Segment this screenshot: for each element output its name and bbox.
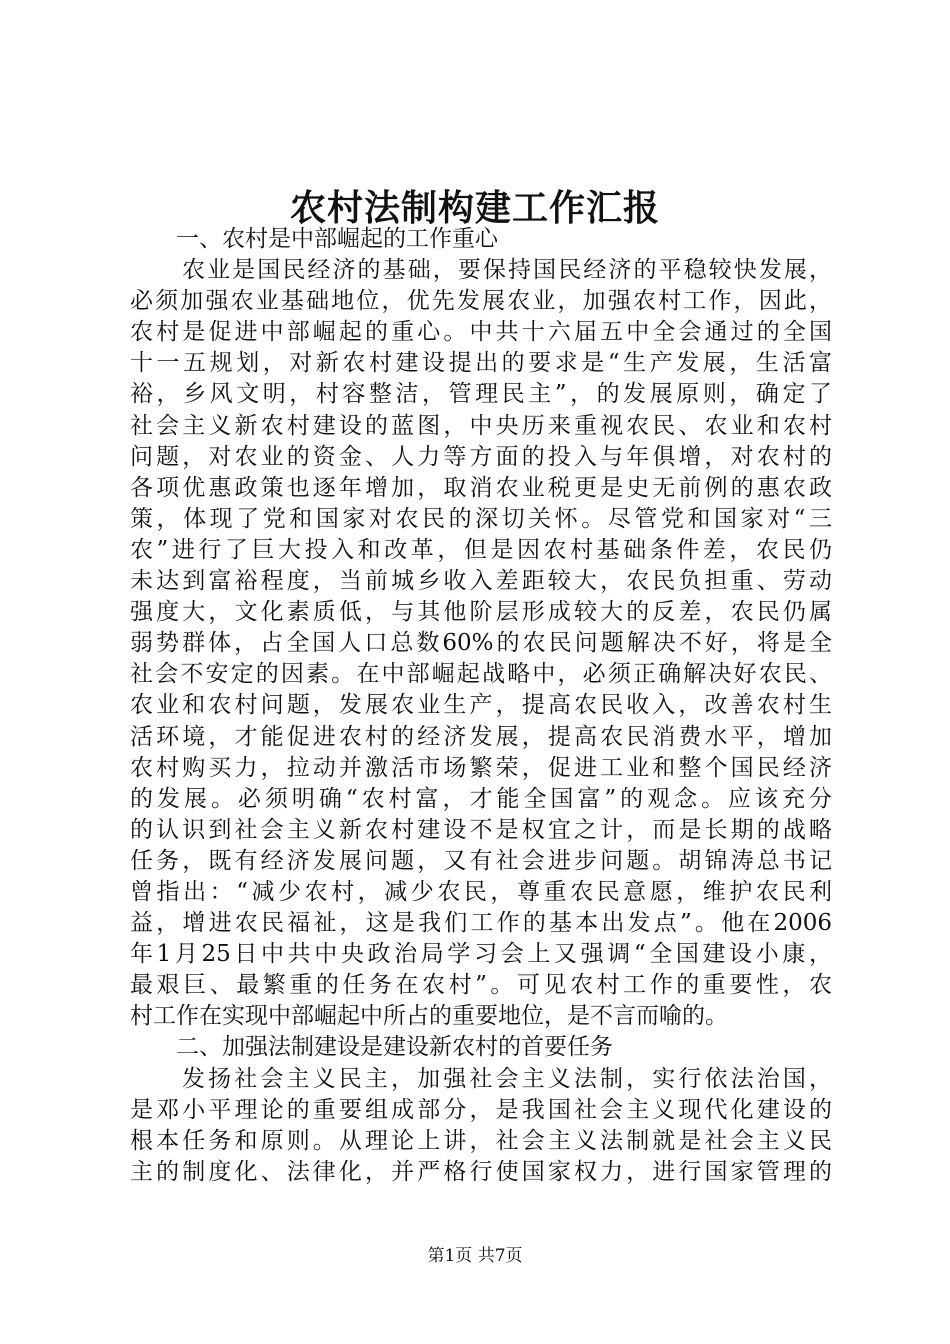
paragraph-line: 年1月25日中共中央政治局学习会上又强调“全国建设小康， [130, 941, 832, 968]
paragraph-line: 农村是促进中部崛起的重心。中共十六届五中全会通过的全国 [130, 319, 832, 346]
paragraph-line: 曾指出：“减少农村，减少农民，尊重农民意愿，维护农民利 [130, 878, 832, 905]
paragraph-line: 是邓小平理论的重要组成部分，是我国社会主义现代化建设的 [130, 1096, 832, 1123]
page-footer: 第1页 共7页 [427, 1246, 523, 1266]
paragraph-line: 社会不安定的因素。在中部崛起战略中，必须正确解决好农民、 [130, 661, 832, 688]
paragraph-line: 任务，既有经济发展问题，又有社会进步问题。胡锦涛总书记 [130, 847, 832, 874]
paragraph-line: 各项优惠政策也逐年增加，取消农业税更是史无前例的惠农政 [130, 474, 832, 501]
paragraph-line: 弱势群体，占全国人口总数60%的农民问题解决不好，将是全 [130, 630, 832, 657]
paragraph-line: 活环境，才能促进农村的经济发展，提高农民消费水平，增加 [130, 723, 832, 750]
section-heading-1: 一、农村是中部崛起的工作重心 [176, 226, 498, 252]
paragraph-line: 发扬社会主义民主，加强社会主义法制，实行依法治国， [182, 1065, 832, 1092]
paragraph-line: 强度大，文化素质低，与其他阶层形成较大的反差，农民仍属 [130, 599, 832, 626]
paragraph-line: 农业和农村问题，发展农业生产，提高农民收入，改善农村生 [130, 692, 832, 719]
paragraph-line: 的认识到社会主义新农村建设不是权宜之计，而是长期的战略 [130, 816, 832, 843]
paragraph-line: 策，体现了党和国家对农民的深切关怀。尽管党和国家对“三 [130, 505, 832, 532]
section-heading-2: 二、加强法制建设是建设新农村的首要任务 [176, 1034, 613, 1061]
paragraph-line: 村工作在实现中部崛起中所占的重要地位，是不言而喻的。 [130, 1003, 728, 1030]
paragraph-line: 的发展。必须明确“农村富，才能全国富”的观念。应该充分 [130, 785, 832, 812]
paragraph-line: 农业是国民经济的基础，要保持国民经济的平稳较快发展， [182, 257, 832, 284]
paragraph-line: 问题，对农业的资金、人力等方面的投入与年俱增，对农村的 [130, 443, 832, 470]
paragraph-line: 最艰巨、最繁重的任务在农村”。可见农村工作的重要性，农 [130, 972, 832, 999]
paragraph-line: 必须加强农业基础地位，优先发展农业，加强农村工作，因此， [130, 288, 832, 315]
paragraph-line: 根本任务和原则。从理论上讲，社会主义法制就是社会主义民 [130, 1127, 832, 1154]
paragraph-line: 农”进行了巨大投入和改革，但是因农村基础条件差，农民仍 [130, 536, 832, 563]
paragraph-line: 主的制度化、法律化，并严格行使国家权力，进行国家管理的 [130, 1158, 832, 1185]
paragraph-line: 裕，乡风文明，村容整洁，管理民主”，的发展原则，确定了 [130, 381, 832, 408]
paragraph-line: 未达到富裕程度，当前城乡收入差距较大，农民负担重、劳动 [130, 568, 832, 595]
paragraph-line: 农村购买力，拉动并激活市场繁荣，促进工业和整个国民经济 [130, 754, 832, 781]
paragraph-line: 十一五规划，对新农村建设提出的要求是“生产发展，生活富 [130, 350, 832, 377]
paragraph-line: 益，增进农民福祉，这是我们工作的基本出发点”。他在2006 [130, 910, 832, 937]
document-body [130, 224, 832, 1188]
document-title: 农村法制构建工作汇报 [289, 187, 660, 229]
paragraph-line: 社会主义新农村建设的蓝图，中央历来重视农民、农业和农村 [130, 412, 832, 439]
